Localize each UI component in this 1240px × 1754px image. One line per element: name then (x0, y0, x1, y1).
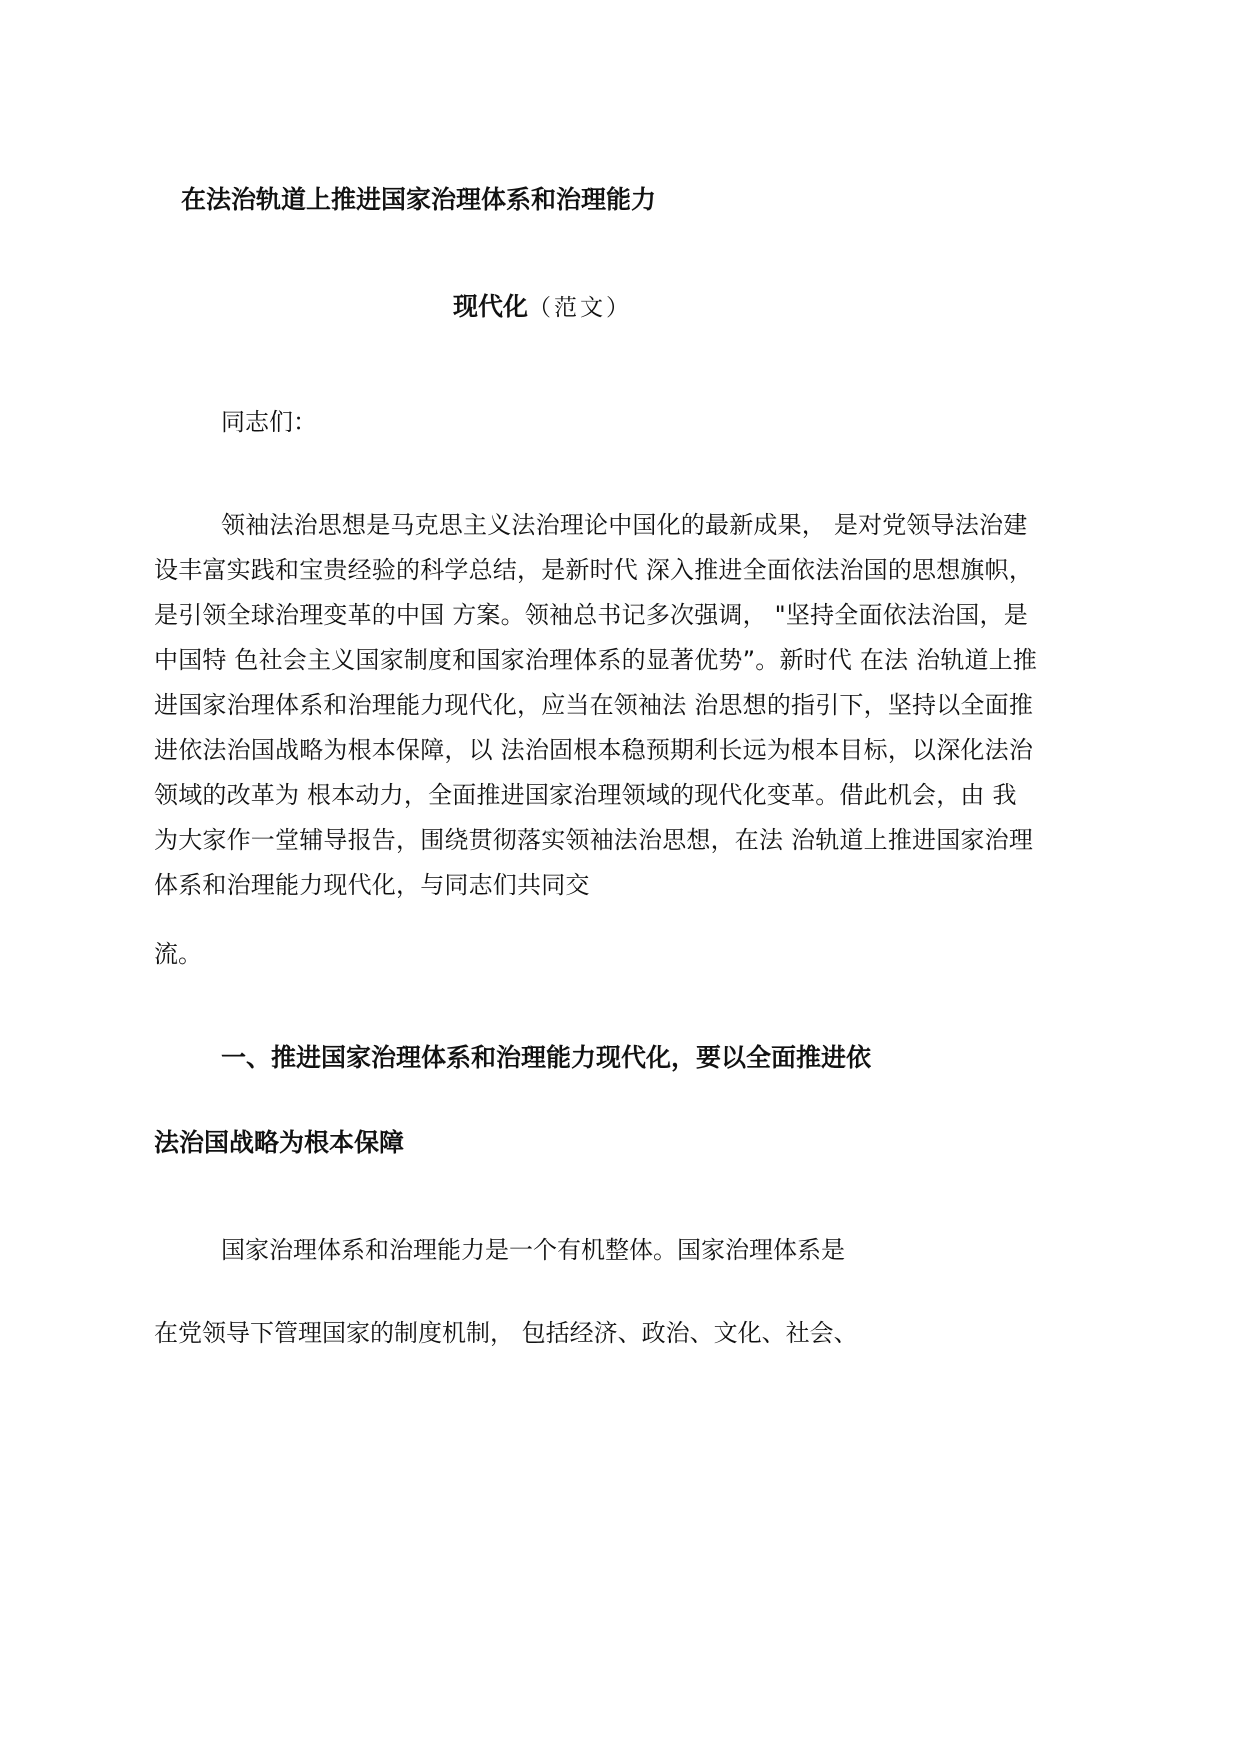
section1-heading-line2: 法治国战略为根本保障 (154, 1128, 405, 1157)
intro-line-1: 领袖法治思想是马克思主义法治理论中国化的最新成果， 是对党领导法治建 (221, 511, 1028, 539)
document-title-line2 (453, 292, 633, 321)
section1-paragraph-line1: 国家治理体系和治理能力是一个有机整体。国家治理体系是 (221, 1236, 845, 1264)
document-title-suffix: （范文） (528, 295, 633, 321)
intro-line-5: 进国家治理体系和治理能力现代化，应当在领袖法 治思想的指引下，坚持以全面推 (154, 691, 1034, 719)
intro-tail: 流。 (154, 940, 202, 968)
document-title-main: 现代化 (453, 292, 529, 321)
section1-paragraph-line2: 在党领导下管理国家的制度机制， 包括经济、政治、文化、社会、 (154, 1319, 858, 1347)
intro-line-2: 设丰富实践和宝贵经验的科学总结，是新时代 深入推进全面依法治国的思想旗帜， (154, 556, 1034, 584)
section1-heading-line1: 一、推进国家治理体系和治理能力现代化，要以全面推进依 (221, 1043, 872, 1072)
intro-paragraph (154, 513, 1084, 918)
intro-line-6: 进依法治国战略为根本保障，以 法治固根本稳预期利长远为根本目标，以深化法治 (154, 736, 1034, 764)
intro-line-9: 体系和治理能力现代化，与同志们共同交 (154, 871, 590, 899)
intro-line-4: 中国特 色社会主义国家制度和国家治理体系的显著优势”。新时代 在法 治轨道上推 (154, 646, 1038, 674)
intro-line-7: 领域的改革为 根本动力，全面推进国家治理领域的现代化变革。借此机会，由 我 (154, 781, 1017, 809)
intro-line-3: 是引领全球治理变革的中国 方案。领袖总书记多次强调， "坚持全面依法治国，是 (154, 601, 1028, 629)
intro-line-8: 为大家作一堂辅导报告，围绕贯彻落实领袖法治思想，在法 治轨道上推进国家治理 (154, 826, 1034, 854)
document-title-line1: 在法治轨道上推进国家治理体系和治理能力 (181, 185, 657, 214)
greeting: 同志们： (221, 408, 317, 436)
